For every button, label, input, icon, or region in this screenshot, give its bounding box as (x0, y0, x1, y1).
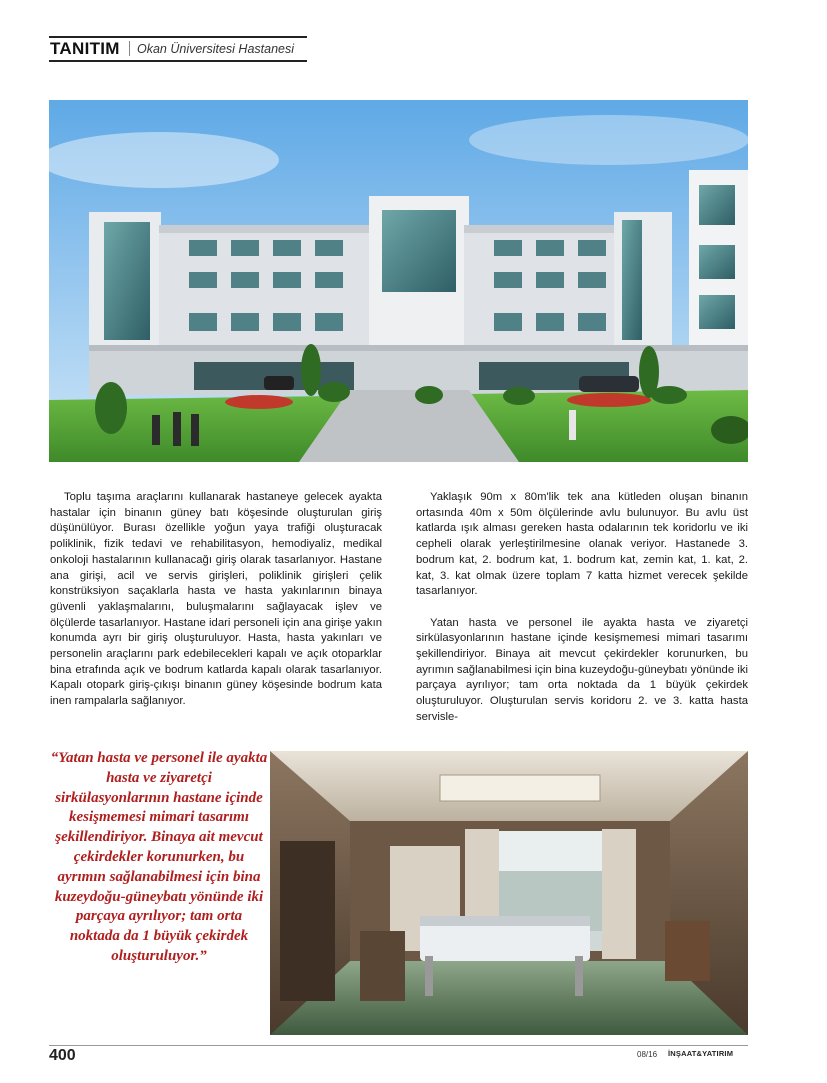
page-header (49, 36, 307, 62)
header-separator (129, 41, 130, 56)
issue-number: 08/16 (637, 1050, 658, 1059)
footer-rule (49, 1045, 748, 1046)
pull-quote: “Yatan hasta ve personel ile ayakta hasta ve ziyaretçi sirkülasyonlarının hastane içinde kesişmemesi mimari tasarımı şekillendiriyor. Binaya ait mevcut çekirdekler korunurken, bu ayrımın sağlanabilmesi için bina kuzeydoğu-güneybatı yönünde iki parçaya ayrılıyor; tam orta noktada da 1 büyük çekirdek oluşturuluyor.” (50, 750, 268, 964)
text-column-left (50, 490, 382, 726)
right-paragraph-2: Yatan hasta ve personel ile ayakta hasta ve ziyaretçi sirkülasyonlarının hastane içinde kesişmemesi mimari tasarımı şekillendiriyor. Binaya ait mevcut çekirdekler korunurken, bu ayrımın sağlanabilmesi için bina kuzeydoğu-güneybatı yönünde iki parçaya ayrılıyor; tam orta noktada da 1 büyük çekirdek oluşturuluyor. Oluşturulan servis koridoru 2. ve 3. katta hasta servisle- (416, 616, 748, 723)
magazine-name: İNŞAAT&YATIRIM (668, 1049, 734, 1058)
page-number: 400 (49, 1047, 76, 1064)
left-paragraph-1: Toplu taşıma araçlarını kullanarak hastaneye gelecek ayakta hastalar için binanın güney batı köşesinde oluşturulan giriş düşünülüyor. Burası özellikle yoğun yaya trafiği oluşturacak poliklinik, fizik tedavi ve rehabilitasyon, hemodiyaliz, medikal onkoloji hastalarının kullanacağı giriş olarak tasarlanıyor. Hastane ana girişi, acil ve servis girişleri, poliklinik girişleri çelik konstrüksiyon saçaklarla hasta ve hasta yakınlarının binaya güvenli yaklaşmalarını, buluşmalarını sağlayacak işlev ve ölçülerde tasarlanıyor. Hastane idari personeli için ana girişe yakın konumda ayrı bir giriş oluşturuluyor. Hasta, hasta yakınları ve personelin araçlarını park edebilecekleri kapalı ve açık otoparklar bina etrafında açık ve bodrum katlarda kapalı olarak tasarlanıyor. Kapalı otopark giriş-çıkışı binanın güney köşesinde bodrum kata inen rampalarla sağlanıyor. (50, 491, 382, 708)
text-column-right (416, 490, 748, 741)
patient-room-image (270, 751, 748, 1035)
topic-label: Okan Üniversitesi Hastanesi (137, 42, 295, 56)
header-rule-top (49, 36, 307, 38)
header-rule-bottom (49, 60, 307, 62)
right-paragraph-1: Yaklaşık 90m x 80m'lik tek ana kütleden oluşan binanın ortasında 40m x 50m ölçülerinde avlu bulunuyor. Bu avlu üst katlarda ışık alması gereken hasta odalarının tek koridorlu ve iki cepheli olarak yerleştirilmesine olanak veriyor. Hastanede 3. bodrum kat, 2. bodrum kat, 1. bodrum kat, zemin kat, 1. kat, 2. kat, 3. kat olmak üzere toplam 7 katta hizmet verecek şekilde tasarlanıyor. (416, 491, 748, 598)
section-label: TANITIM (50, 39, 120, 58)
hospital-exterior-image (49, 100, 748, 462)
